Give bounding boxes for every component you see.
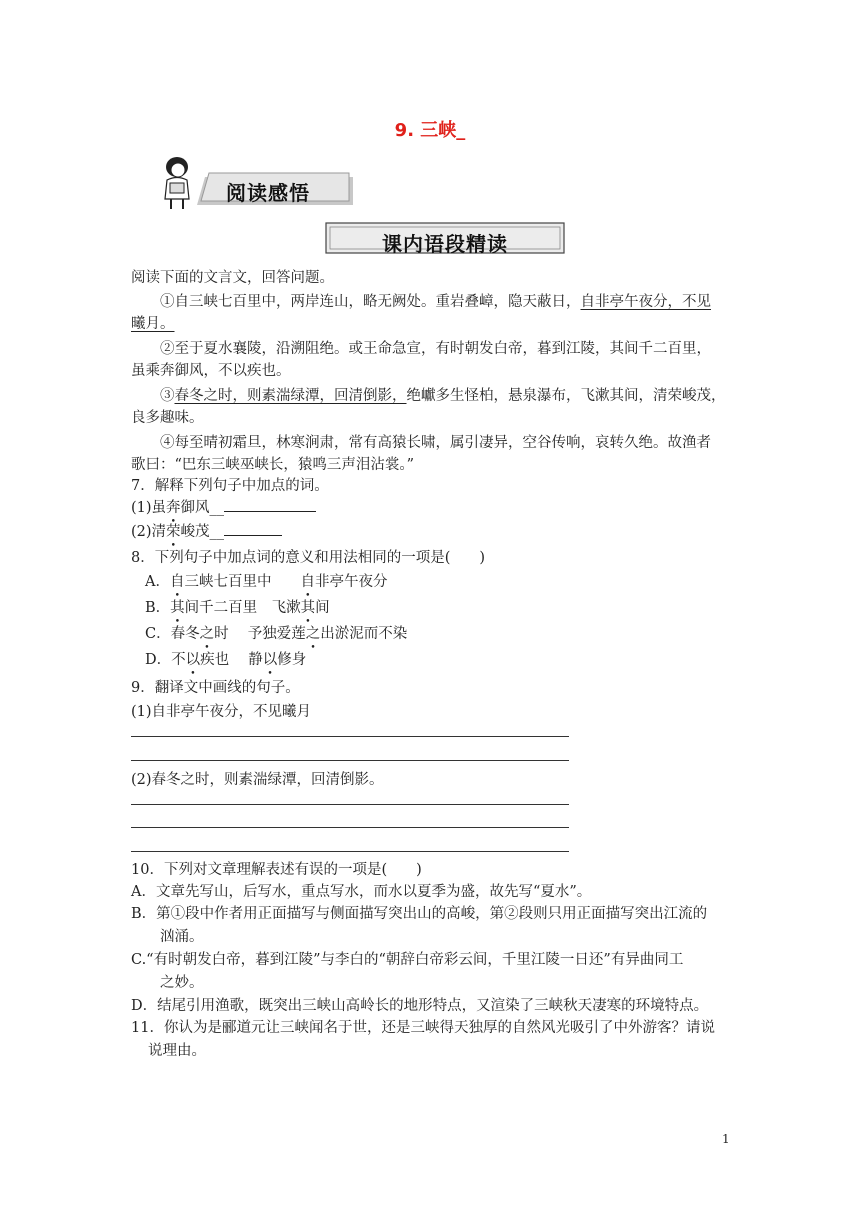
option-text: 不 — [171, 652, 186, 668]
section-title: 课内语段精读 — [382, 232, 508, 256]
question-10-option-b-cont: 汹涌。 — [160, 929, 204, 945]
dotted-word: 其 — [300, 600, 316, 616]
question-10-option-b[interactable]: B．第①段中作者用正面描写与侧面描写突出山的高峻，第②段则只用正面描写突出江流的 — [131, 906, 708, 922]
passage-paragraph-4: ④每至晴初霜旦，林寒涧肃，常有高猿长啸，属引凄异，空谷传响，哀转久绝。故渔者 — [160, 435, 711, 451]
answer-blank[interactable] — [224, 497, 316, 512]
dotted-word: 以 — [185, 652, 201, 668]
question-10-option-c-cont: 之妙。 — [160, 975, 204, 991]
question-7-item-1 — [131, 496, 316, 517]
passage-paragraph-4-cont: 歌曰：“巴东三峡巫峡长，猿鸣三声泪沾裳。” — [131, 457, 415, 473]
option-text: 间 — [315, 600, 330, 616]
banner-label: 阅读感悟 — [226, 181, 310, 205]
passage-paragraph-2: ②至于夏水襄陵，沿溯阻绝。或王命急宣，有时朝发白帝，暮到江陵，其间千二百里， — [160, 341, 711, 357]
option-text: C． — [145, 626, 171, 642]
option-text: A． — [145, 574, 170, 590]
item-text: (1)虽 — [131, 500, 167, 516]
question-8-option-c[interactable] — [145, 622, 407, 643]
option-text: 修身 — [277, 652, 307, 668]
answer-line[interactable] — [131, 760, 569, 761]
question-8-stem: 8．下列句子中加点词的意义和用法相同的一项是( ) — [131, 550, 486, 566]
underlined-sentence: 曦月。 — [131, 316, 175, 332]
item-text: (2)清 — [131, 524, 167, 540]
question-8-option-a[interactable] — [145, 570, 387, 591]
option-text: D． — [145, 652, 172, 668]
dotted-word: 自 — [169, 574, 185, 590]
underlined-sentence: 自非亭午夜分，不见 — [580, 294, 711, 310]
question-7-stem: 7．解释下列句子中加点的词。 — [131, 478, 329, 494]
option-text: 疾也 静 — [200, 652, 263, 668]
intro-text: 阅读下面的文言文，回答问题。 — [131, 270, 334, 286]
page-number: 1 — [722, 1132, 730, 1146]
passage-text: ①自三峡七百里中，两岸连山，略无阙处。重岩叠嶂，隐天蔽日， — [160, 294, 581, 310]
option-text: 出淤泥而不染 — [320, 626, 408, 642]
question-10-option-c[interactable]: C.“有时朝发白帝，暮到江陵”与李白的“朝辞白帝彩云间，千里江陵一日还”有异曲同工 — [131, 952, 684, 968]
page-title: 9. 三峡_ — [394, 120, 466, 141]
answer-line[interactable] — [131, 827, 569, 828]
option-text: 时 予独爱莲 — [214, 626, 306, 642]
dotted-word: 之 — [199, 626, 215, 642]
option-text: 间千二百里 — [184, 600, 272, 616]
passage-paragraph-1-cont — [131, 312, 175, 333]
answer-line[interactable] — [131, 804, 569, 805]
paragraph-number: ③ — [160, 388, 175, 404]
dotted-word: 奔 — [166, 500, 181, 516]
question-10-stem: 10．下列对文章理解表述有误的一项是( ) — [131, 862, 422, 878]
answer-blank[interactable] — [224, 521, 282, 536]
passage-paragraph-1 — [160, 290, 711, 311]
question-11-stem: 11．你认为是郦道元让三峡闻名于世，还是三峡得天独厚的自然风光吸引了中外游客？请说 — [131, 1020, 715, 1036]
reader-girl-icon — [165, 157, 189, 209]
question-7-item-2 — [131, 520, 282, 541]
question-8-option-d[interactable] — [145, 648, 306, 669]
passage-paragraph-3-cont: 良多趣味。 — [131, 410, 204, 426]
question-11-stem-cont: 说理由。 — [148, 1043, 206, 1059]
question-9-sentence-2: (2)春冬之时，则素湍绿潭，回清倒影。 — [131, 772, 384, 788]
passage-text: 绝巘多生怪柏，悬泉瀑布，飞漱其间，清荣峻茂， — [406, 388, 726, 404]
question-9-stem: 9．翻译文中画线的句子。 — [131, 680, 300, 696]
dotted-word: 以 — [262, 652, 278, 668]
dotted-word: 自 — [300, 574, 315, 590]
option-text: 飞漱 — [271, 600, 301, 616]
dotted-word: 之 — [305, 626, 321, 642]
question-8-option-b[interactable] — [145, 596, 330, 617]
option-text: B． — [145, 600, 171, 616]
item-text: 峻茂__ — [180, 524, 225, 540]
dotted-word: 荣 — [166, 524, 181, 540]
question-10-option-a[interactable]: A．文章先写山，后写水，重点写水，而水以夏季为盛，故先写“夏水”。 — [131, 884, 592, 900]
dotted-word: 其 — [170, 600, 185, 616]
option-text: 三峡七百里中 — [184, 574, 301, 590]
item-text: 御风__ — [180, 500, 225, 516]
option-text: 春冬 — [170, 626, 200, 642]
question-9-sentence-1: (1)自非亭午夜分，不见曦月 — [131, 704, 312, 720]
underlined-sentence: 春冬之时，则素湍绿潭，回清倒影， — [174, 388, 407, 404]
passage-paragraph-3 — [160, 384, 726, 405]
answer-line[interactable] — [131, 736, 569, 737]
passage-paragraph-2-cont: 虽乘奔御风，不以疾也。 — [131, 363, 291, 379]
option-text: 非亭午夜分 — [314, 574, 388, 590]
question-10-option-d[interactable]: D．结尾引用渔歌，既突出三峡山高岭长的地形特点，又渲染了三峡秋天凄寒的环境特点。 — [131, 998, 709, 1014]
answer-line[interactable] — [131, 851, 569, 852]
